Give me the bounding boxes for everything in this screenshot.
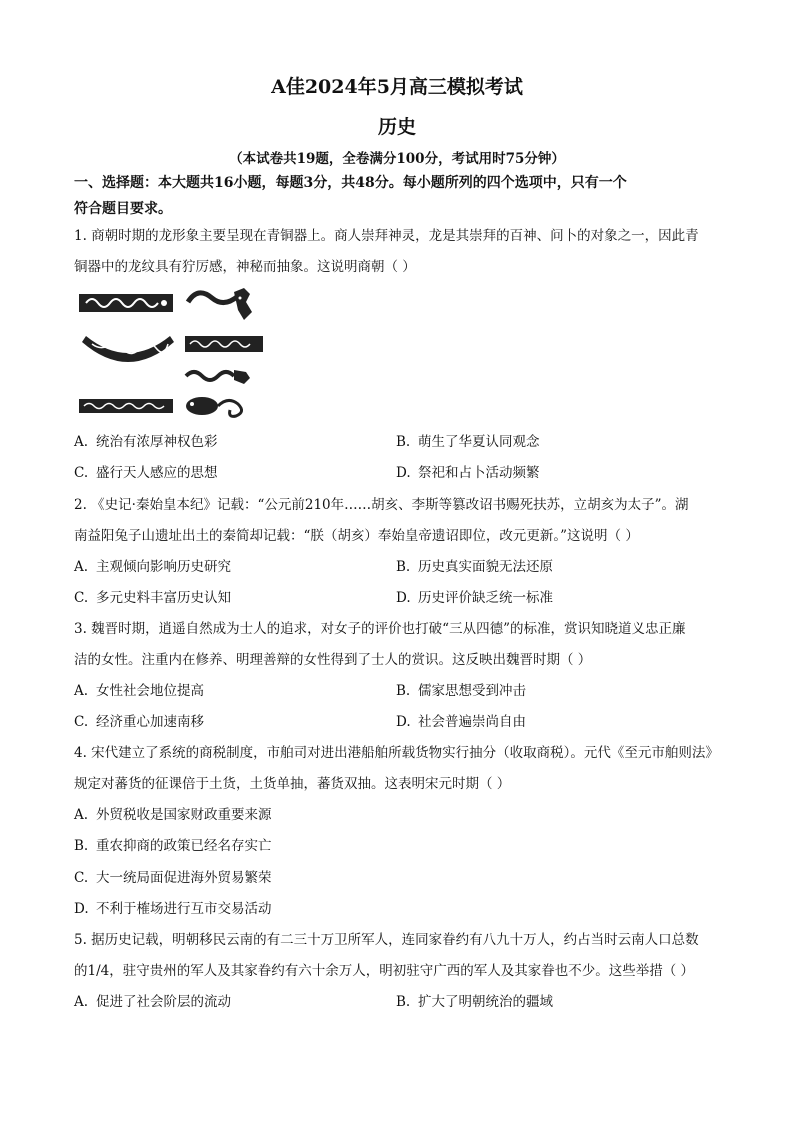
- question-3-option-d[interactable]: D. 社会普遍崇尚自由: [396, 714, 526, 730]
- question-4-option-a[interactable]: A. 外贸税收是国家财政重要来源: [74, 807, 272, 823]
- question-2-option-a[interactable]: A. 主观倾向影响历史研究: [74, 559, 231, 575]
- question-3-line-2: 洁的女性。注重内在修养、明理善辩的女性得到了士人的赏识。这反映出魏晋时期（ ）: [74, 652, 592, 668]
- question-1-option-d[interactable]: D. 祭祀和占卜活动频繁: [396, 465, 540, 481]
- question-5-option-b[interactable]: B. 扩大了明朝统治的疆域: [396, 994, 553, 1010]
- question-4-line-2: 规定对蕃货的征课倍于土货，土货单抽，蕃货双抽。这表明宋元时期（ ）: [74, 776, 511, 792]
- question-2-line-2: 南益阳兔子山遗址出土的秦简却记载：“朕（胡亥）奉始皇帝遗诏即位，改元更新。”这说明（ ）: [74, 528, 639, 544]
- question-4-option-d[interactable]: D. 不利于榷场进行互市交易活动: [74, 901, 272, 917]
- question-5-option-a[interactable]: A. 促进了社会阶层的流动: [74, 994, 231, 1010]
- dragon-band-3: [78, 396, 174, 416]
- question-2-line-1: 2. 《史记·秦始皇本纪》记载：“公元前210年……胡亥、李斯等篡改诏书赐死扶苏，立胡亥为太子”。湖: [74, 497, 689, 513]
- question-1-option-c[interactable]: C. 盛行天人感应的思想: [74, 465, 218, 481]
- question-5-line-2: 的1/4，驻守贵州的军人及其家眷约有六十余万人，明初驻守广西的军人及其家眷也不少。这些举措（ ）: [74, 963, 695, 979]
- dragon-figure-2: [182, 364, 254, 386]
- question-3-line-1: 3. 魏晋时期，逍遥自然成为士人的追求，对女子的评价也打破“三从四德”的标准，赏识知晓道义忠正廉: [74, 621, 686, 637]
- subject-title: 历史: [377, 116, 416, 138]
- dragon-arc-band: [78, 330, 178, 376]
- section-heading-line1: 一、选择题：本大题共16小题，每题3分，共48分。每小题所列的四个选项中，只有一个: [74, 175, 627, 191]
- section-heading-line2: 符合题目要求。: [74, 201, 172, 217]
- question-1-line-1: 1. 商朝时期的龙形象主要呈现在青铜器上。商人崇拜神灵，龙是其崇拜的百神、问卜的对象之一，因此青: [74, 228, 699, 244]
- question-5-line-1: 5. 据历史记载，明朝移民云南的有二三十万卫所军人，连同家眷约有八九十万人，约占当时云南人口总数: [74, 932, 699, 948]
- dragon-band-2: [184, 334, 264, 354]
- dragon-band-1: [78, 292, 174, 314]
- exam-note: （本试卷共19题，全卷满分100分，考试用时75分钟）: [229, 151, 565, 167]
- question-3-option-c[interactable]: C. 经济重心加速南移: [74, 714, 204, 730]
- question-2-option-c[interactable]: C. 多元史料丰富历史认知: [74, 590, 231, 606]
- question-1-option-a[interactable]: A. 统治有浓厚神权色彩: [74, 434, 218, 450]
- exam-title: A佳2024年5月高三模拟考试: [271, 76, 523, 98]
- question-3-option-a[interactable]: A. 女性社会地位提高: [74, 683, 204, 699]
- dragon-figure-1: [182, 284, 254, 326]
- question-4-line-1: 4. 宋代建立了系统的商税制度，市舶司对进出港船舶所载货物实行抽分（收取商税）。元代《至元市舶则法》: [74, 745, 719, 761]
- question-3-option-b[interactable]: B. 儒家思想受到冲击: [396, 683, 526, 699]
- question-4-option-c[interactable]: C. 大一统局面促进海外贸易繁荣: [74, 870, 272, 886]
- dragon-pattern-figures: [74, 284, 264, 424]
- dragon-figure-3: [180, 392, 256, 420]
- question-2-option-b[interactable]: B. 历史真实面貌无法还原: [396, 559, 553, 575]
- question-2-option-d[interactable]: D. 历史评价缺乏统一标准: [396, 590, 553, 606]
- question-1-line-2: 铜器中的龙纹具有狞厉感，神秘而抽象。这说明商朝（ ）: [74, 259, 416, 275]
- question-1-option-b[interactable]: B. 萌生了华夏认同观念: [396, 434, 540, 450]
- question-4-option-b[interactable]: B. 重农抑商的政策已经名存实亡: [74, 838, 272, 854]
